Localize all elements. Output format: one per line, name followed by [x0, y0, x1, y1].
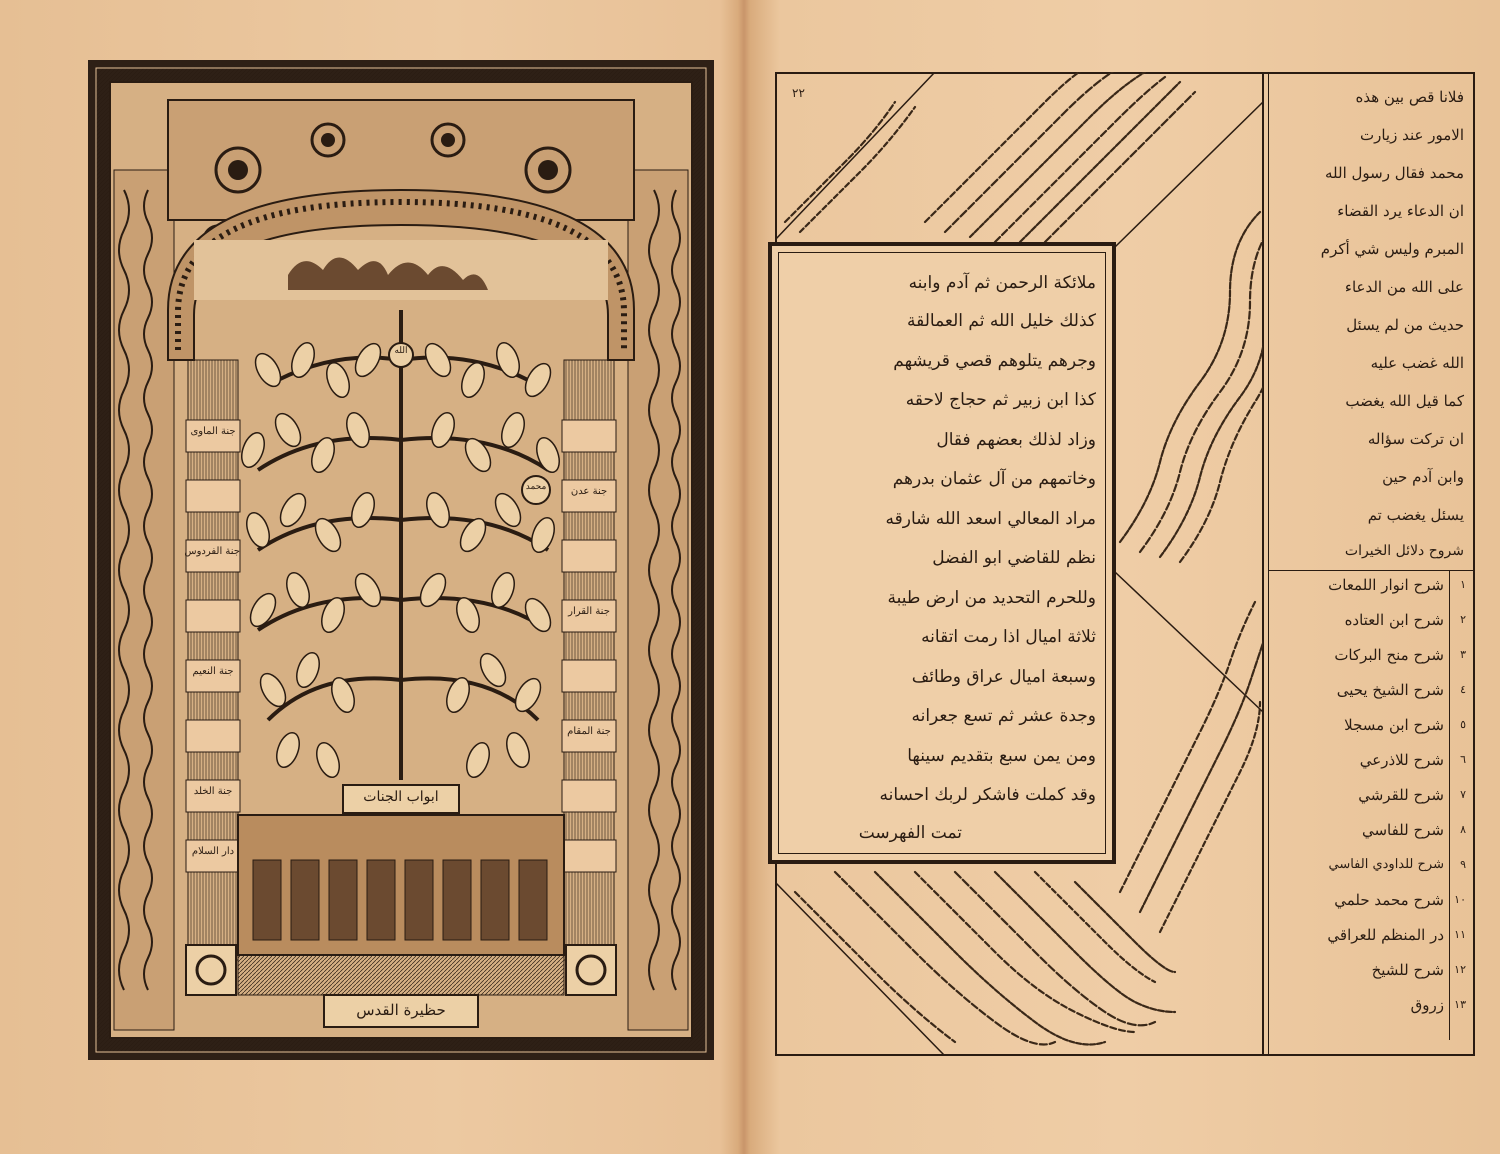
engraved-plate — [88, 60, 714, 1060]
numbers-divider — [1449, 570, 1450, 1040]
column-label: جنة الخلد — [193, 786, 233, 797]
poem-line: وجرهم يتلوهم قصي قريشهم — [893, 351, 1096, 371]
tree-illustration — [88, 60, 714, 1060]
numbered-item: شرح للداودي الفاسي — [1328, 857, 1444, 872]
side-line: محمد فقال رسول الله — [1325, 164, 1464, 182]
numbered-item: شرح للاذرعي — [1359, 751, 1444, 769]
item-number: ١٠ — [1454, 893, 1466, 906]
column-label: دار السلام — [191, 846, 235, 857]
side-line: الامور عند زيارت — [1360, 126, 1464, 144]
poem-line: وقد كملت فاشكر لربك احسانه — [879, 785, 1096, 805]
item-number: ١٢ — [1454, 963, 1466, 976]
item-number: ٣ — [1460, 648, 1466, 661]
side-line: المبرم وليس شي أكرم — [1320, 240, 1464, 258]
side-line: ان تركت سؤاله — [1367, 430, 1464, 448]
numbered-item: در المنظم للعراقي — [1327, 926, 1444, 944]
item-number: ٢ — [1460, 613, 1466, 626]
side-line: حديث من لم يسئل — [1346, 316, 1464, 334]
poem-line: وللحرم التحديد من ارض طيبة — [887, 588, 1096, 608]
poem-line: وخاتمهم من آل عثمان بدرهم — [892, 469, 1096, 489]
side-line: يسئل يغضب تم — [1367, 506, 1464, 524]
numbered-item: شرح الشيخ يحيى — [1336, 681, 1444, 699]
page-number: ٢٢ — [792, 86, 805, 100]
numbered-item: شرح للشيخ — [1371, 961, 1444, 979]
item-number: ٧ — [1460, 788, 1466, 801]
name-right: محمد — [525, 482, 547, 492]
poem-line: وزاد لذلك بعضهم فقال — [936, 430, 1096, 450]
column-label: جنة النعيم — [192, 666, 234, 677]
numbered-item: زروق — [1410, 996, 1444, 1014]
divider — [1268, 570, 1474, 571]
numbered-item: شرح للقرشي — [1358, 786, 1444, 804]
column-label: جنة الفردوس — [184, 546, 240, 557]
numbered-item: شرح ابن العتاده — [1344, 611, 1444, 629]
numbered-item: شرح محمد حلمي — [1334, 891, 1444, 909]
poem-line: كذلك خليل الله ثم العمالقة — [907, 311, 1096, 331]
side-heading: شروح دلائل الخيرات — [1344, 543, 1464, 559]
side-line: فلانا قص بين هذه — [1355, 88, 1464, 106]
side-column — [1268, 80, 1474, 1050]
numbered-item: شرح منح البركات — [1334, 646, 1444, 664]
side-line: وابن آدم حين — [1382, 468, 1464, 486]
side-line: ان الدعاء يرد القضاء — [1337, 202, 1464, 220]
poem-line: وجدة عشر ثم تسع جعرانه — [911, 706, 1096, 726]
side-line: الله غضب عليه — [1370, 354, 1464, 372]
center-name: الله — [394, 346, 408, 356]
poem-end-line: تمت الفهرست — [858, 823, 962, 843]
side-line: كما قيل الله يغضب — [1345, 392, 1464, 410]
numbered-item: شرح للفاسي — [1361, 821, 1444, 839]
poem-line: ثلاثة اميال اذا رمت اتقانه — [921, 627, 1096, 647]
item-number: ١١ — [1454, 928, 1466, 941]
gate-label: ابواب الجنات — [363, 789, 439, 805]
numbered-item: شرح انوار اللمعات — [1328, 576, 1444, 594]
poem-line: كذا ابن زبير ثم حجاج لاحقه — [905, 390, 1096, 410]
column-label: جنة القرار — [568, 606, 610, 617]
poem-line: نظم للقاضي ابو الفضل — [932, 548, 1096, 568]
item-number: ٦ — [1460, 753, 1466, 766]
poem-line: ومن يمن سبع بتقديم سينها — [907, 746, 1096, 766]
column-label: جنة الماوى — [190, 426, 236, 437]
item-number: ٨ — [1460, 823, 1466, 836]
side-line: على الله من الدعاء — [1344, 278, 1464, 296]
poem-line: وسبعة اميال عراق وطائف — [911, 667, 1096, 687]
numbered-item: شرح ابن مسجلا — [1344, 716, 1444, 734]
item-number: ٤ — [1460, 683, 1466, 696]
bottom-label: حظيرة القدس — [356, 1001, 446, 1019]
column-label: جنة المقام — [567, 726, 611, 737]
poem-line: ملائكة الرحمن ثم آدم وابنه — [908, 273, 1096, 293]
item-number: ١٣ — [1454, 998, 1466, 1011]
poem-box — [768, 242, 1116, 864]
item-number: ١ — [1460, 578, 1466, 591]
poem-line: مراد المعالي اسعد الله شارقه — [885, 509, 1096, 529]
item-number: ٩ — [1460, 858, 1466, 871]
item-number: ٥ — [1460, 718, 1466, 731]
column-label: جنة عدن — [570, 486, 608, 497]
